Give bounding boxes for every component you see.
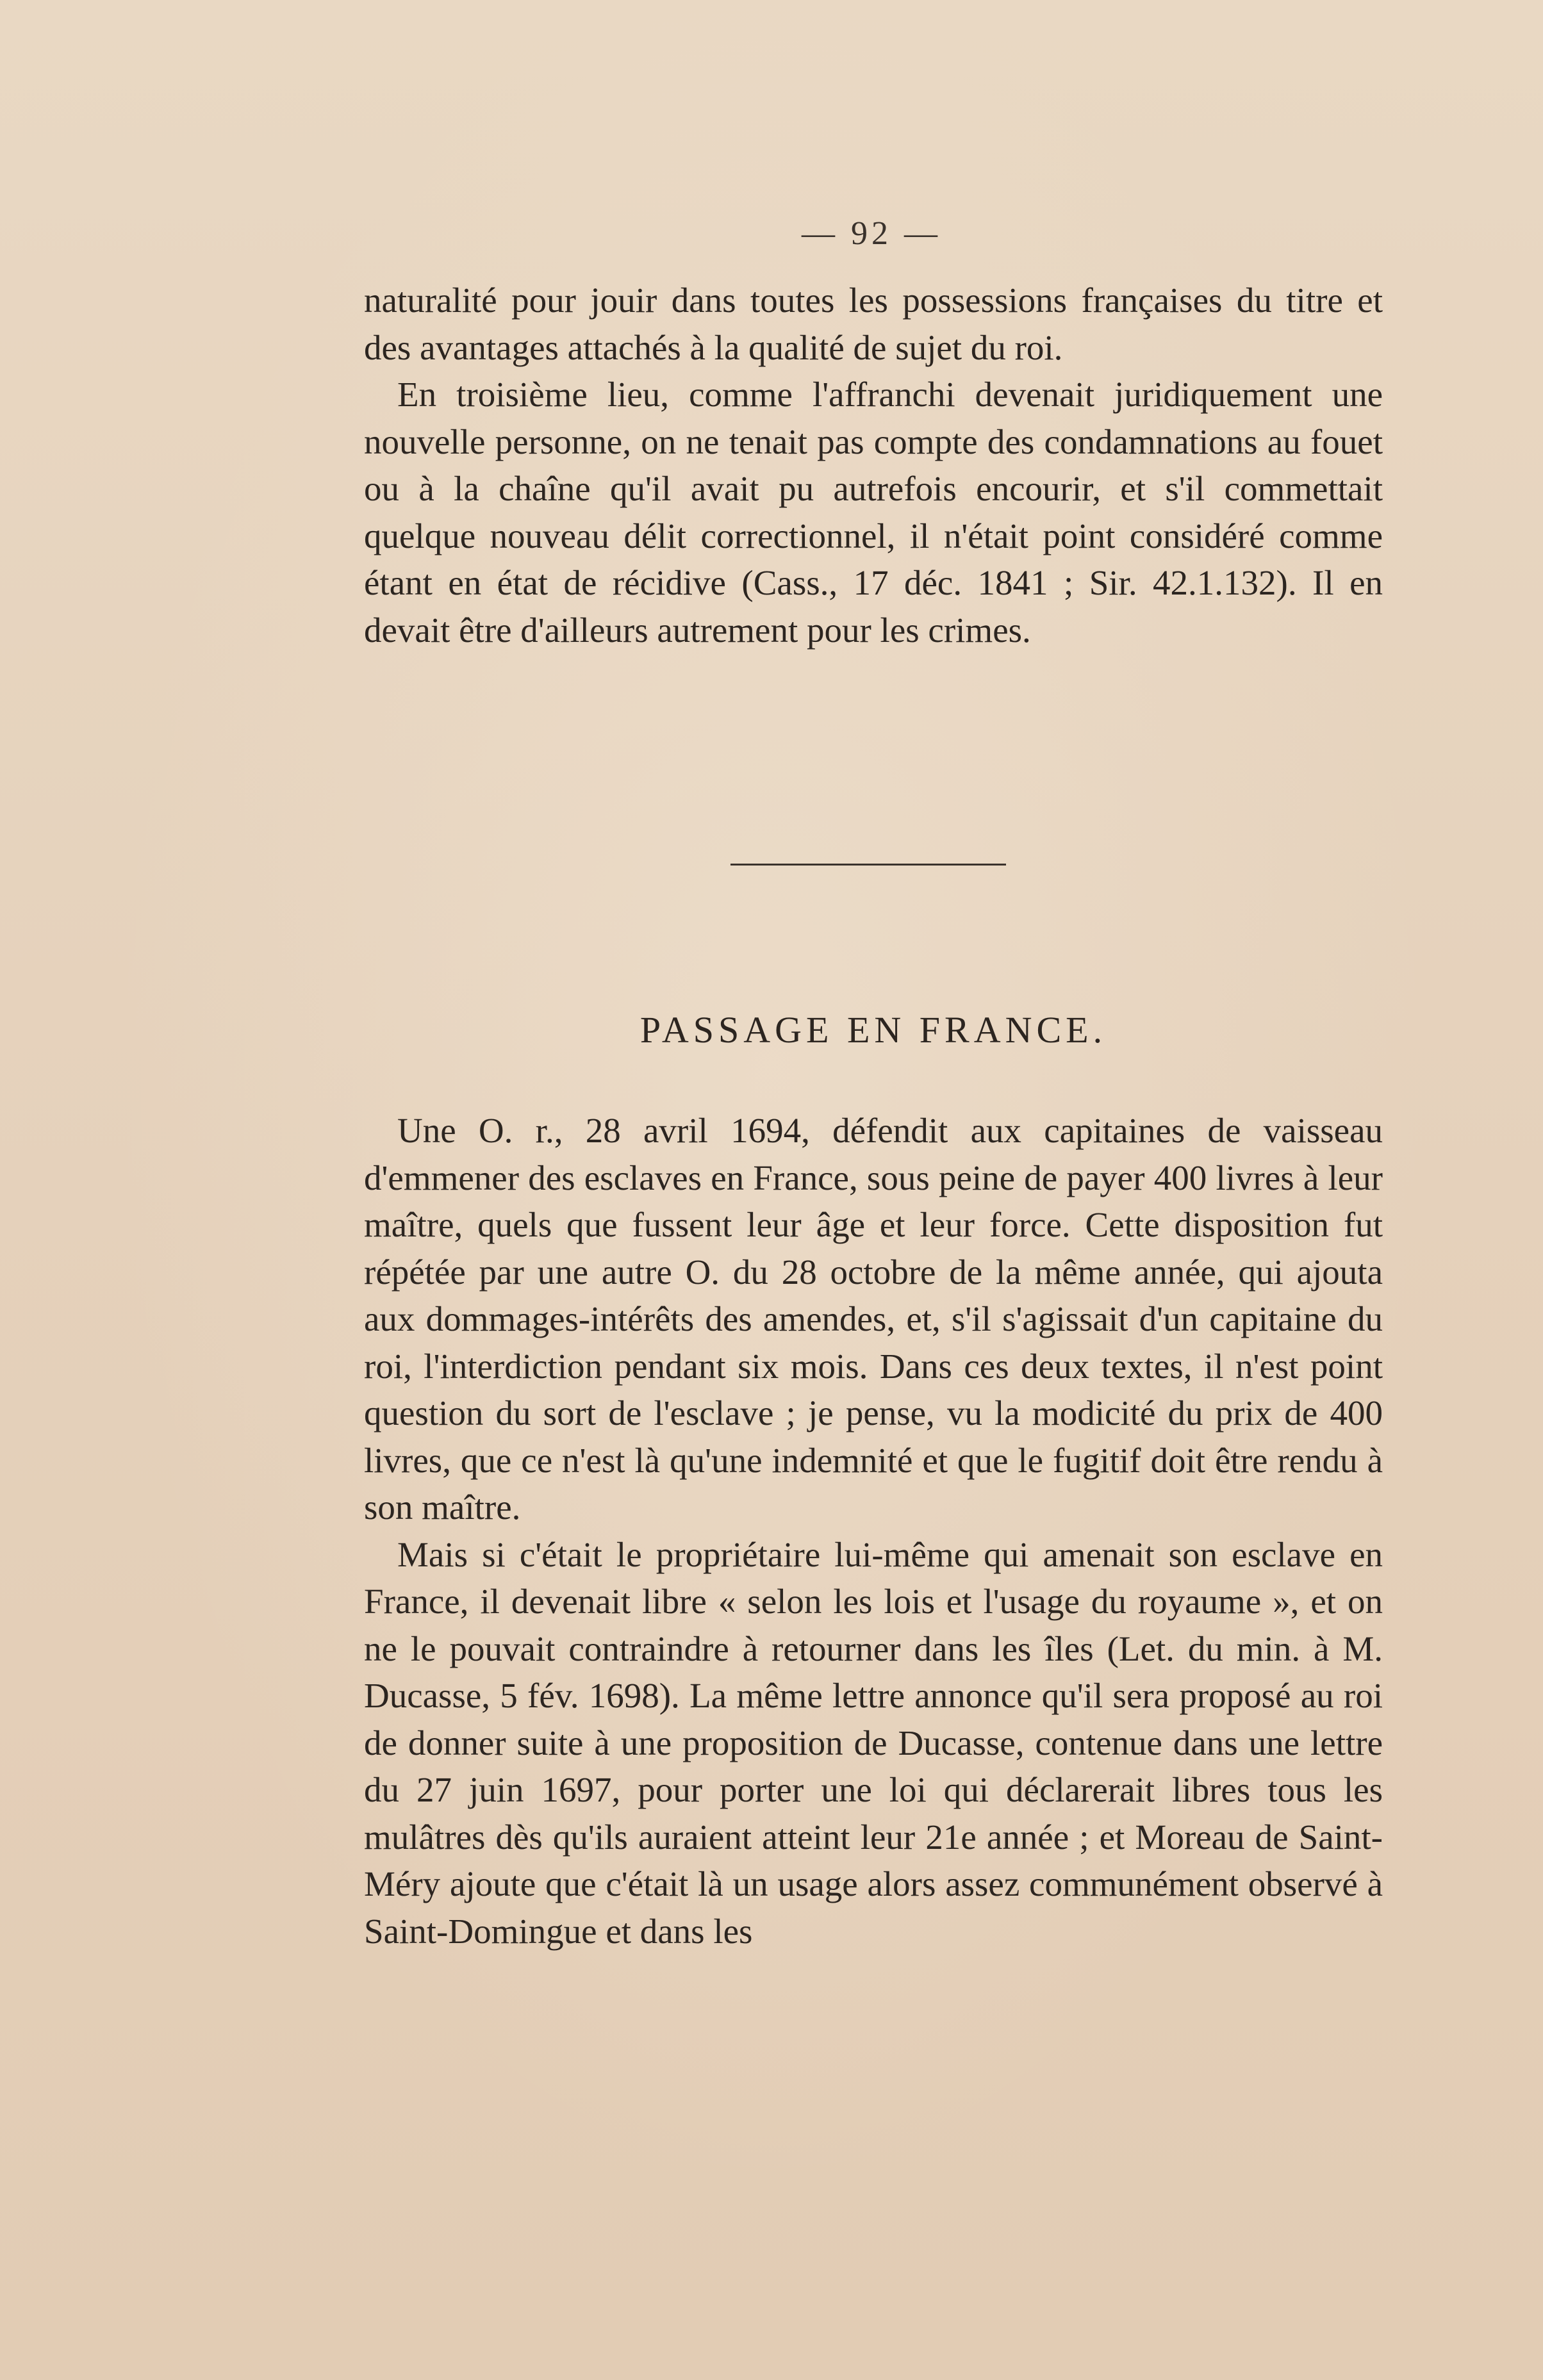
section-divider: [730, 864, 1006, 866]
page-number: — 92 —: [802, 215, 941, 252]
paragraph: Une O. r., 28 avril 1694, défendit aux capitaines de vaisseau d'emmener des esclaves en France, sous peine de payer 400 livres à leur maître, quels que fussent leur âge et leur force. Cette disposition fut répétée par une autre O. du 28 octobre de la même année, qui ajouta aux dommages-intérêts des amendes, et, s'il s'agissait d'un capitaine du roi, l'interdiction pendant six mois. Dans ces deux textes, il n'est point question du sort de l'esclave ; je pense, vu la modicité du prix de 400 livres, que ce n'est là qu'une indemnité et que le fugitif doit être rendu à son maître.: [364, 1111, 1383, 1527]
section-title: PASSAGE EN FRANCE.: [639, 1009, 1107, 1051]
text-block-top: [364, 277, 1383, 653]
paragraph: naturalité pour jouir dans toutes les possessions françaises du titre et des avantages attachés à la qualité de sujet du roi.: [364, 281, 1383, 367]
paragraph: En troisième lieu, comme l'affranchi devenait juridiquement une nouvelle personne, on ne tenait pas compte des condamnations au fouet ou à la chaîne qu'il avait pu autrefois encourir, et s'il commettait quelque nouveau délit correctionnel, il n'était point considéré comme étant en état de récidive (Cass., 17 déc. 1841 ; Sir. 42.1.132). Il en devait être d'ailleurs autrement pour les crimes.: [364, 375, 1383, 650]
text-block-bottom: [364, 1107, 1383, 1955]
paragraph: Mais si c'était le propriétaire lui-même qui amenait son esclave en France, il devenait libre « selon les lois et l'usage du royaume », et on ne le pouvait contraindre à retourner dans les îles (Let. du min. à M. Ducasse, 5 fév. 1698). La même lettre annonce qu'il sera proposé au roi de donner suite à une proposition de Ducasse, contenue dans une lettre du 27 juin 1697, pour porter une loi qui déclarerait libres tous les mulâtres dès qu'ils auraient atteint leur 21e année ; et Moreau de Saint-Méry ajoute que c'était là un usage alors assez communément observé à Saint-Domingue et dans les: [364, 1534, 1383, 1951]
